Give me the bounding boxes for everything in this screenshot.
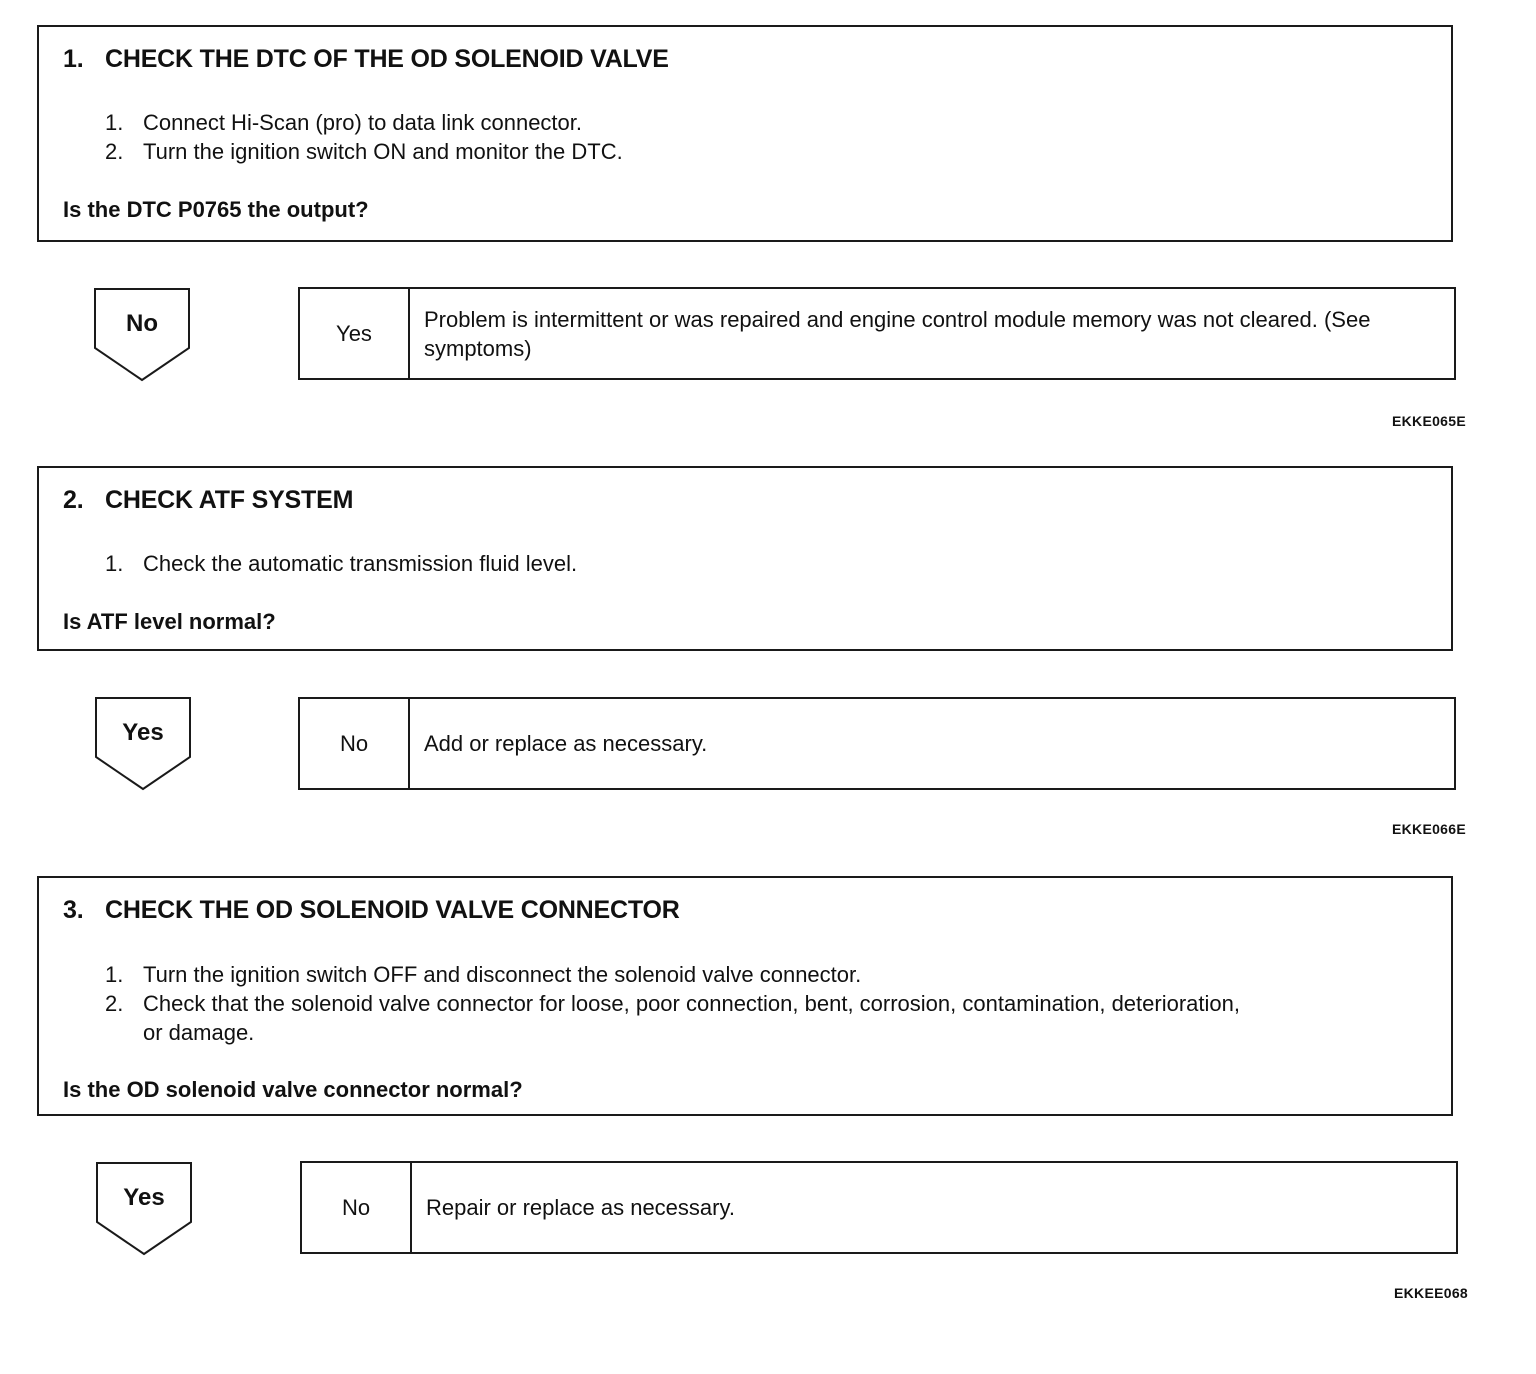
- step-2-instructions: [105, 549, 1405, 578]
- step-1-branch-box: [298, 287, 1456, 380]
- step-1-branch-answer: Yes: [300, 289, 410, 378]
- step-1-continue-arrow: [94, 288, 190, 382]
- step-1-figure-code: EKKE065E: [1392, 413, 1466, 429]
- step-1-continue-answer: No: [126, 310, 158, 337]
- step-1-instruction-2: [105, 137, 1405, 166]
- step-3-continue-arrow: [96, 1162, 192, 1256]
- step-1-instruction-1: [105, 108, 1405, 137]
- step-2-continue-arrow: [95, 697, 191, 791]
- step-3-instruction-2-text: Check that the solenoid valve connector for loose, poor connection, bent, corrosion, contamination, deterioration, or damage.: [143, 991, 1240, 1045]
- step-3-branch-box: [300, 1161, 1458, 1254]
- step-2-question: Is ATF level normal?: [63, 609, 276, 634]
- step-3-instruction-1-text: Turn the ignition switch OFF and disconnect the solenoid valve connector.: [143, 962, 862, 987]
- step-2-branch-result: Add or replace as necessary.: [424, 731, 708, 756]
- step-1-box: [37, 25, 1453, 242]
- step-3-title-text: CHECK THE OD SOLENOID VALVE CONNECTOR: [105, 896, 680, 924]
- step-1-branch-result: Problem is intermittent or was repaired and engine control module memory was not cleared. (See symptoms): [424, 306, 1371, 361]
- step-1-number: 1.: [63, 45, 84, 73]
- step-2-instruction-1: [105, 549, 1405, 578]
- step-3-box: [37, 876, 1453, 1116]
- step-1-title-text: CHECK THE DTC OF THE OD SOLENOID VALVE: [105, 45, 669, 73]
- step-2-branch-answer: No: [300, 699, 410, 788]
- step-2-title-text: CHECK ATF SYSTEM: [105, 486, 354, 514]
- step-2-instruction-1-number: 1.: [105, 551, 124, 576]
- step-3-instruction-2-number: 2.: [105, 991, 124, 1016]
- step-3-instruction-1: [105, 960, 1265, 989]
- step-1-instruction-1-text: Connect Hi-Scan (pro) to data link connector.: [143, 110, 583, 135]
- step-3-number: 3.: [63, 896, 84, 924]
- step-1-instruction-1-number: 1.: [105, 110, 124, 135]
- step-3-continue-answer: Yes: [123, 1184, 165, 1211]
- step-2-title: [63, 486, 353, 515]
- step-1-instruction-2-number: 2.: [105, 139, 124, 164]
- step-3-instructions: [105, 960, 1265, 1047]
- step-2-branch-box: [298, 697, 1456, 790]
- step-3-title: [63, 896, 680, 925]
- step-1-title: [63, 45, 669, 74]
- step-3-figure-code: EKKEE068: [1394, 1285, 1468, 1301]
- step-2-box: [37, 466, 1453, 651]
- step-2-continue-answer: Yes: [122, 719, 164, 746]
- step-2-number: 2.: [63, 486, 84, 514]
- step-1-question: Is the DTC P0765 the output?: [63, 197, 369, 222]
- step-3-question: Is the OD solenoid valve connector normal?: [63, 1077, 523, 1102]
- step-3-branch-result: Repair or replace as necessary.: [426, 1195, 735, 1220]
- step-2-figure-code: EKKE066E: [1392, 821, 1466, 837]
- step-1-instructions: [105, 108, 1405, 166]
- step-3-instruction-1-number: 1.: [105, 962, 124, 987]
- step-1-instruction-2-text: Turn the ignition switch ON and monitor the DTC.: [143, 139, 623, 164]
- step-2-instruction-1-text: Check the automatic transmission fluid level.: [143, 551, 578, 576]
- step-3-instruction-2: [105, 989, 1265, 1047]
- step-3-branch-answer: No: [302, 1163, 412, 1252]
